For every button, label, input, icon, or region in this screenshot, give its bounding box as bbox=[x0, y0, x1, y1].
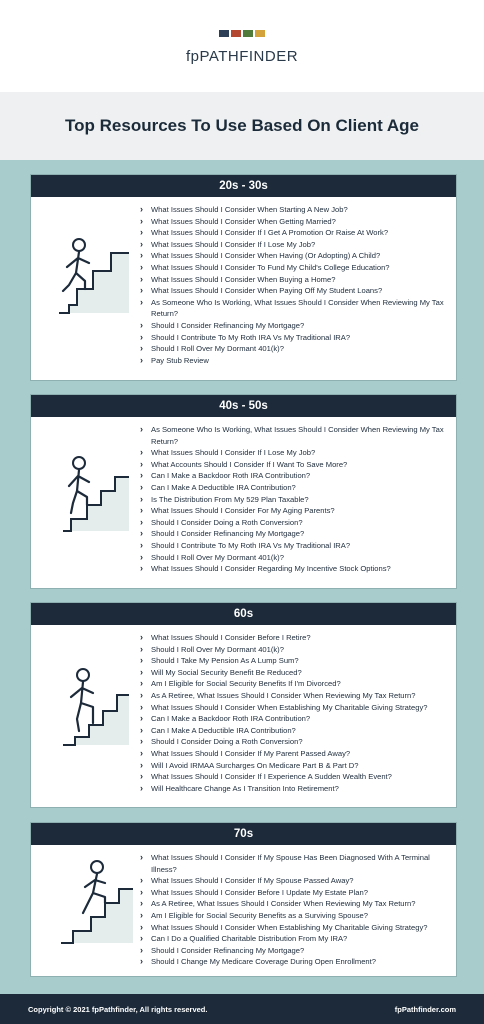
list-item[interactable]: › What Issues Should I Consider If My Spouse Has Been Diagnosed With A Terminal Illness? bbox=[138, 852, 450, 875]
list-item[interactable]: › Should I Consider Doing a Roth Conversion? bbox=[138, 517, 450, 529]
list-item[interactable]: › What Issues Should I Consider When Establishing My Charitable Giving Strategy? bbox=[138, 922, 450, 934]
copyright-text: Copyright © 2021 fpPathfinder, All rights reserved. bbox=[28, 1004, 208, 1014]
list-item[interactable]: › Should I Consider Refinancing My Mortgage? bbox=[138, 945, 450, 957]
list-item[interactable]: › What Issues Should I Consider If My Spouse Passed Away? bbox=[138, 875, 450, 887]
list-item[interactable]: › Can I Make a Backdoor Roth IRA Contribution? bbox=[138, 713, 450, 725]
resource-list bbox=[138, 204, 450, 366]
list-item[interactable]: › What Issues Should I Consider Before I Retire? bbox=[138, 632, 450, 644]
list-item[interactable]: › Can I Make A Deductible IRA Contribution? bbox=[138, 482, 450, 494]
list-item[interactable]: › What Issues Should I Consider When Having (Or Adopting) A Child? bbox=[138, 250, 450, 262]
list-item[interactable]: › What Issues Should I Consider For My Aging Parents? bbox=[138, 505, 450, 517]
list-item[interactable]: › What Issues Should I Consider If I Lose My Job? bbox=[138, 239, 450, 251]
list-item[interactable]: › Am I Eligible for Social Security Benefits as a Surviving Spouse? bbox=[138, 910, 450, 922]
list-item[interactable]: › Will Healthcare Change As I Transition Into Retirement? bbox=[138, 783, 450, 795]
website-link[interactable]: fpPathfinder.com bbox=[394, 1004, 456, 1014]
list-item[interactable]: › What Issues Should I Consider If I Experience A Sudden Wealth Event? bbox=[138, 771, 450, 783]
list-item[interactable]: › Should I Consider Refinancing My Mortgage? bbox=[138, 528, 450, 540]
list-item[interactable]: › Should I Consider Doing a Roth Conversion? bbox=[138, 736, 450, 748]
list-item[interactable]: › Should I Contribute To My Roth IRA Vs My Traditional IRA? bbox=[138, 540, 450, 552]
list-item[interactable]: › What Issues Should I Consider When Starting A New Job? bbox=[138, 204, 450, 216]
section-20s-30s bbox=[30, 174, 457, 381]
section-heading: 60s bbox=[31, 603, 456, 625]
list-item[interactable]: › What Issues Should I Consider Before I Update My Estate Plan? bbox=[138, 887, 450, 899]
list-item[interactable]: › As Someone Who Is Working, What Issues Should I Consider When Reviewing My Tax Return? bbox=[138, 297, 450, 320]
list-item[interactable]: › What Issues Should I Consider When Getting Married? bbox=[138, 216, 450, 228]
header bbox=[0, 0, 484, 92]
list-item[interactable]: › What Issues Should I Consider To Fund My Child's College Education? bbox=[138, 262, 450, 274]
list-item[interactable]: › Will I Avoid IRMAA Surcharges On Medicare Part B & Part D? bbox=[138, 760, 450, 772]
list-item[interactable]: › Should I Change My Medicare Coverage During Open Enrollment? bbox=[138, 956, 450, 968]
resource-list bbox=[138, 424, 450, 575]
list-item[interactable]: › Can I Make a Backdoor Roth IRA Contribution? bbox=[138, 470, 450, 482]
title-bar bbox=[0, 92, 484, 160]
person-climbing-stairs-icon bbox=[49, 665, 135, 751]
list-item[interactable]: › What Accounts Should I Consider If I Want To Save More? bbox=[138, 459, 450, 471]
list-item[interactable]: › What Issues Should I Consider If I Get A Promotion Or Raise At Work? bbox=[138, 227, 450, 239]
list-item[interactable]: › Should I Roll Over My Dormant 401(k)? bbox=[138, 343, 450, 355]
person-climbing-stairs-icon bbox=[49, 859, 135, 945]
list-item[interactable]: › Can I Do a Qualified Charitable Distribution From My IRA? bbox=[138, 933, 450, 945]
list-item[interactable]: › What Issues Should I Consider If My Parent Passed Away? bbox=[138, 748, 450, 760]
section-40s-50s bbox=[30, 394, 457, 589]
list-item[interactable]: › What Issues Should I Consider When Paying Off My Student Loans? bbox=[138, 285, 450, 297]
list-item[interactable]: › What Issues Should I Consider When Establishing My Charitable Giving Strategy? bbox=[138, 702, 450, 714]
list-item[interactable]: › What Issues Should I Consider If I Lose My Job? bbox=[138, 447, 450, 459]
logo-square bbox=[255, 30, 265, 37]
section-heading: 40s - 50s bbox=[31, 395, 456, 417]
list-item[interactable]: › As A Retiree, What Issues Should I Consider When Reviewing My Tax Return? bbox=[138, 898, 450, 910]
section-heading: 70s bbox=[31, 823, 456, 845]
resource-list bbox=[138, 632, 450, 794]
footer bbox=[0, 994, 484, 1024]
page-title: Top Resources To Use Based On Client Age bbox=[65, 116, 419, 135]
list-item[interactable]: › Is The Distribution From My 529 Plan Taxable? bbox=[138, 494, 450, 506]
list-item[interactable]: › Should I Contribute To My Roth IRA Vs My Traditional IRA? bbox=[138, 332, 450, 344]
list-item[interactable]: › As A Retiree, What Issues Should I Consider When Reviewing My Tax Return? bbox=[138, 690, 450, 702]
logo-square bbox=[219, 30, 229, 37]
list-item[interactable]: › Should I Consider Refinancing My Mortgage? bbox=[138, 320, 450, 332]
resource-list bbox=[138, 852, 450, 968]
person-climbing-stairs-icon bbox=[49, 233, 135, 319]
logo-mark bbox=[219, 30, 265, 37]
list-item[interactable]: › Should I Take My Pension As A Lump Sum? bbox=[138, 655, 450, 667]
list-item[interactable]: › What Issues Should I Consider When Buying a Home? bbox=[138, 274, 450, 286]
list-item[interactable]: › Should I Roll Over My Dormant 401(k)? bbox=[138, 552, 450, 564]
list-item[interactable]: › Am I Eligible for Social Security Benefits If I'm Divorced? bbox=[138, 678, 450, 690]
list-item[interactable]: › Can I Make A Deductible IRA Contribution? bbox=[138, 725, 450, 737]
list-item[interactable]: › Pay Stub Review bbox=[138, 355, 450, 367]
person-climbing-stairs-icon bbox=[49, 451, 135, 537]
list-item[interactable]: › Will My Social Security Benefit Be Reduced? bbox=[138, 667, 450, 679]
logo-square bbox=[243, 30, 253, 37]
section-60s bbox=[30, 602, 457, 808]
list-item[interactable]: › As Someone Who Is Working, What Issues Should I Consider When Reviewing My Tax Return? bbox=[138, 424, 450, 447]
section-heading: 20s - 30s bbox=[31, 175, 456, 197]
section-70s bbox=[30, 822, 457, 977]
logo-square bbox=[231, 30, 241, 37]
list-item[interactable]: › Should I Roll Over My Dormant 401(k)? bbox=[138, 644, 450, 656]
main-content bbox=[0, 160, 484, 994]
brand-name: fpPATHFINDER bbox=[185, 48, 299, 65]
list-item[interactable]: › What Issues Should I Consider Regarding My Incentive Stock Options? bbox=[138, 563, 450, 575]
